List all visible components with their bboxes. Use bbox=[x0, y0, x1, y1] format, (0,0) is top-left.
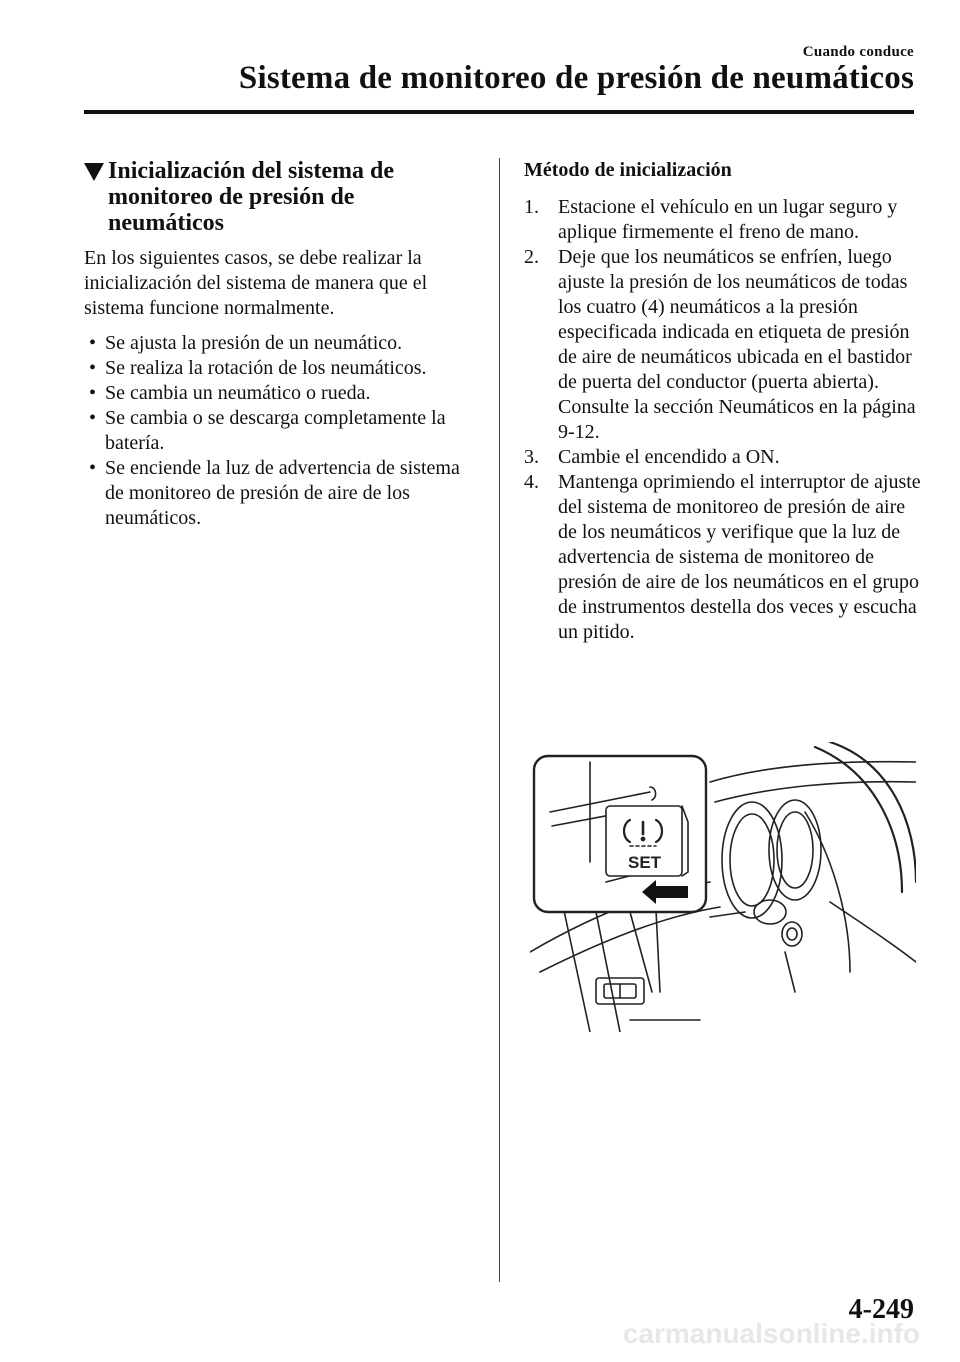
list-item: • Se ajusta la presión de un neumático. bbox=[89, 332, 403, 354]
step-item: 3. Cambie el encendido a ON. bbox=[524, 446, 780, 468]
set-button-label: SET bbox=[628, 853, 662, 872]
bullet-icon: • bbox=[89, 457, 97, 479]
page-number: 4-249 bbox=[848, 1294, 914, 1325]
intro-paragraph: En los siguientes casos, se debe realizar la inicialización del sistema de manera que el sistema funcione normalmente. bbox=[84, 247, 428, 319]
steps-list bbox=[524, 195, 924, 645]
section-heading bbox=[84, 158, 476, 236]
list-item: • Se realiza la rotación de los neumáticos. bbox=[89, 357, 427, 379]
list-item: • Se cambia o se descarga completamente la batería. bbox=[89, 407, 446, 454]
header-rule bbox=[84, 110, 914, 114]
page-title: Sistema de monitoreo de presión de neumáticos bbox=[238, 60, 914, 96]
bullet-icon: • bbox=[89, 332, 97, 354]
column-divider bbox=[499, 158, 500, 1282]
list-item: • Se enciende la luz de advertencia de sistema de monitoreo de presión de aire de los neumáticos. bbox=[89, 457, 460, 529]
list-item: • Se cambia un neumático o rueda. bbox=[89, 382, 371, 404]
header-section-label: Cuando conduce bbox=[802, 44, 914, 60]
triangle-marker-icon bbox=[84, 163, 104, 181]
method-title: Método de inicialización bbox=[524, 159, 732, 181]
dashboard-illustration bbox=[530, 742, 916, 1032]
bullet-icon: • bbox=[89, 357, 97, 379]
step-item: 4. Mantenga oprimiendo el interruptor de ajuste del sistema de monitoreo de presión de aire de los neumáticos y verifique que la luz de advertencia de sistema de monitoreo de presión de aire de los neumáticos en el grupo de instrumentos destella dos veces y escucha un pitido. bbox=[524, 471, 921, 643]
right-column bbox=[524, 158, 924, 645]
condition-list bbox=[84, 331, 476, 531]
step-item: 2. Deje que los neumáticos se enfríen, luego ajuste la presión de los neumáticos de todas los cuatro (4) neumáticos a la presión especificada indicada en etiqueta de presión de aire de neumáticos ubicada en el bastidor de puerta del conductor (puerta abierta). Consulte la sección Neumáticos en la página 9-12. bbox=[524, 246, 916, 443]
bullet-icon: • bbox=[89, 407, 97, 429]
watermark: carmanualsonline.info bbox=[622, 1318, 920, 1349]
step-item: 1. Estacione el vehículo en un lugar seguro y aplique firmemente el freno de mano. bbox=[524, 196, 898, 243]
section-heading-text: Inicialización del sistema de monitoreo de presión de neumáticos bbox=[108, 158, 394, 236]
dashboard-drawing bbox=[530, 742, 916, 1032]
bullet-icon: • bbox=[89, 382, 97, 404]
left-column bbox=[84, 158, 476, 531]
